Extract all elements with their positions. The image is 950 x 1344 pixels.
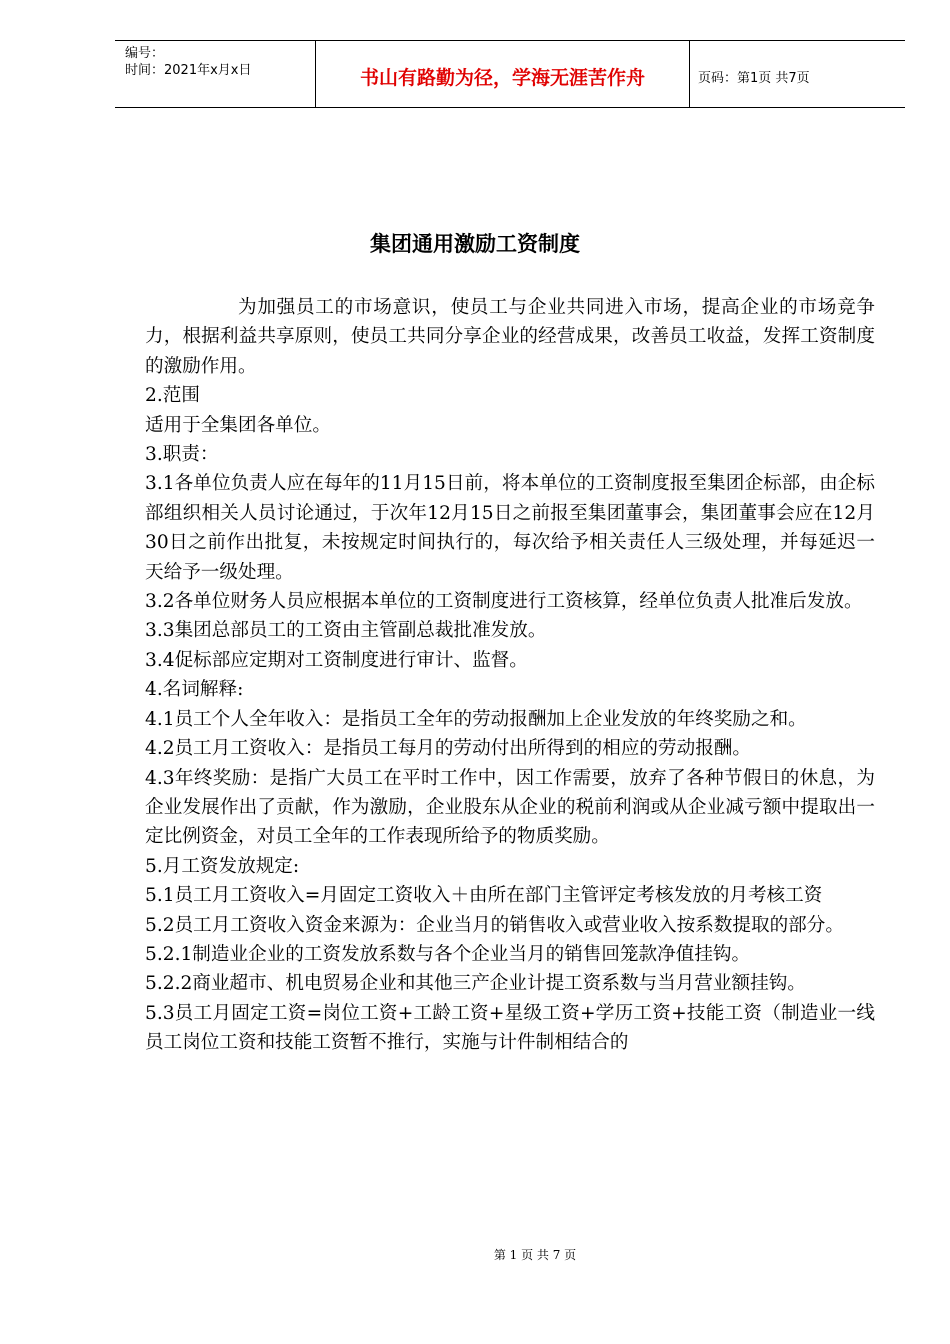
paragraph: 4.3年终奖励：是指广大员工在平时工作中，因工作需要，放弃了各种节假日的休息，为企业发展作出了贡献，作为激励，企业股东从企业的税前利润或从企业减亏额中提取出一定比例资金，对员工全年的工作表现所给予的物质奖励。 <box>145 767 875 848</box>
paragraph: 适用于全集团各单位。 <box>145 414 331 436</box>
intro-paragraph: 为加强员工的市场意识，使员工与企业共同进入市场，提高企业的市场竞争力，根据利益共享原则，使员工共同分享企业的经营成果，改善员工收益，发挥工资制度的激励作用。 <box>145 297 875 377</box>
section-heading: 2.范围 <box>145 385 200 407</box>
document-body <box>145 293 875 1058</box>
paragraph: 5.1员工月工资收入=月固定工资收入＋由所在部门主管评定考核发放的月考核工资 <box>145 885 823 907</box>
header-code: 编号： <box>125 46 165 61</box>
paragraph: 3.2各单位财务人员应根据本单位的工资制度进行工资核算，经单位负责人批准后发放。 <box>145 591 863 613</box>
header-meta <box>115 41 316 107</box>
paragraph: 5.2.2商业超市、机电贸易企业和其他三产企业计提工资系数与当月营业额挂钩。 <box>145 973 806 995</box>
paragraph: 3.4促标部应定期对工资制度进行审计、监督。 <box>145 649 528 671</box>
header-motto: 书山有路勤为径，学海无涯苦作舟 <box>316 41 690 107</box>
paragraph: 5.3员工月固定工资=岗位工资+工龄工资+星级工资+学历工资+技能工资（制造业一线员工岗位工资和技能工资暂不推行，实施与计件制相结合的 <box>145 1002 875 1054</box>
paragraph: 4.1员工个人全年收入：是指员工全年的劳动报酬加上企业发放的年终奖励之和。 <box>145 708 807 730</box>
header-time: 时间：2021年x月x日 <box>125 63 252 78</box>
paragraph: 4.2员工月工资收入：是指员工每月的劳动付出所得到的相应的劳动报酬。 <box>145 738 751 760</box>
page-header <box>115 40 905 108</box>
section-heading: 5.月工资发放规定: <box>145 855 300 877</box>
document-title: 集团通用激励工资制度 <box>370 232 580 256</box>
section-heading: 3.职责： <box>145 444 219 466</box>
paragraph: 3.1各单位负责人应在每年的11月15日前，将本单位的工资制度报至集团企标部，由企标部组织相关人员讨论通过，于次年12月15日之前报至集团董事会，集团董事会应在12月30日之前作出批复，未按规定时间执行的，每次给予相关责任人三级处理，并每延迟一天给予一级处理。 <box>145 473 875 583</box>
paragraph: 3.3集团总部员工的工资由主管副总裁批准发放。 <box>145 620 547 642</box>
section-heading: 4.名词解释: <box>145 679 244 701</box>
paragraph: 5.2.1制造业企业的工资发放系数与各个企业当月的销售回笼款净值挂钩。 <box>145 943 751 965</box>
paragraph: 5.2员工月工资收入资金来源为：企业当月的销售收入或营业收入按系数提取的部分。 <box>145 914 844 936</box>
header-page-number: 页码：第1页 共7页 <box>698 70 810 86</box>
page-footer: 第 1 页 共 7 页 <box>493 1248 577 1262</box>
